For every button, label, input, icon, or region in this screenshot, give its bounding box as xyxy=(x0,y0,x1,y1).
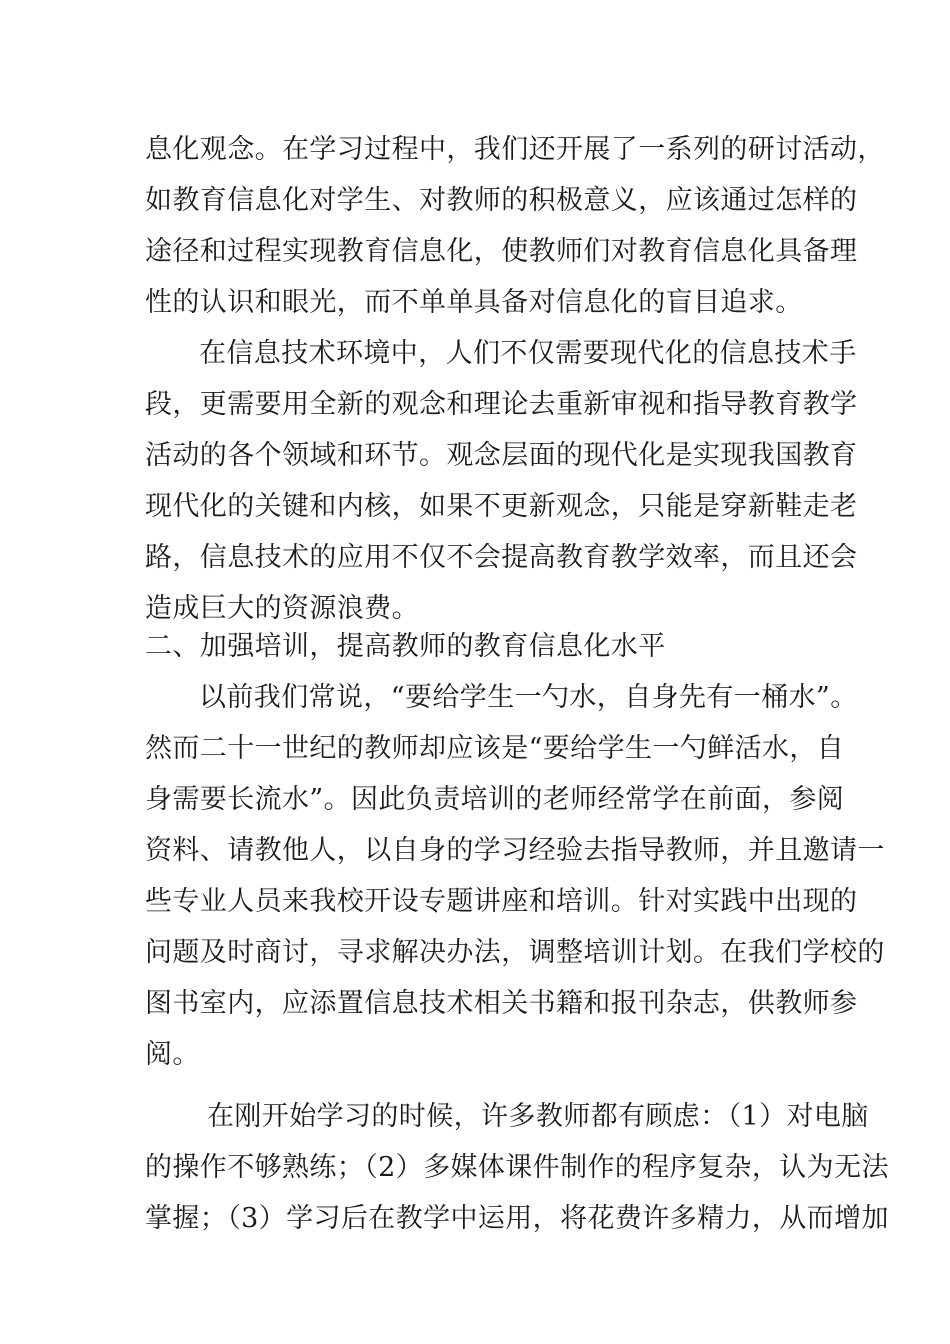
paragraph-line: 在信息技术环境中，人们不仅需要现代化的信息技术手 xyxy=(199,338,857,369)
paragraph-line: 的操作不够熟练；（2）多媒体课件制作的程序复杂，认为无法 xyxy=(145,1152,889,1183)
paragraph-line: 些专业人员来我校开设专题讲座和培训。针对实践中出现的 xyxy=(145,886,858,917)
paragraph-line: 造成巨大的资源浪费。 xyxy=(145,593,419,624)
paragraph-line: 阅。 xyxy=(145,1039,200,1070)
paragraph-line: 息化观念。在学习过程中，我们还开展了一系列的研讨活动， xyxy=(145,134,885,165)
paragraph-line: 性的认识和眼光，而不单单具备对信息化的盲目追求。 xyxy=(145,287,803,318)
paragraph-line: 问题及时商讨，寻求解决办法，调整培训计划。在我们学校的 xyxy=(145,937,885,968)
paragraph-line: 途径和过程实现教育信息化，使教师们对教育信息化具备理 xyxy=(145,236,858,267)
paragraph-line: 现代化的关键和内核，如果不更新观念，只能是穿新鞋走老 xyxy=(145,491,858,522)
paragraph-line: 路，信息技术的应用不仅不会提高教育教学效率，而且还会 xyxy=(145,542,858,573)
paragraph-line: 掌握；（3）学习后在教学中运用，将花费许多精力，从而增加 xyxy=(145,1203,889,1234)
paragraph-line: 身需要长流水”。因此负责培训的老师经常学在前面，参阅 xyxy=(145,784,845,815)
paragraph-line: 然而二十一世纪的教师却应该是“要给学生一勺鲜活水，自 xyxy=(145,733,845,764)
paragraph-line: 资料、请教他人，以自身的学习经验去指导教师，并且邀请一 xyxy=(145,835,885,866)
paragraph-line: 段，更需要用全新的观念和理论去重新审视和指导教育教学 xyxy=(145,389,858,420)
paragraph-line: 以前我们常说，“要给学生一勺水，自身先有一桶水”。 xyxy=(199,682,858,713)
paragraph-line: 图书室内，应添置信息技术相关书籍和报刊杂志，供教师参 xyxy=(145,988,858,1019)
paragraph-line: 活动的各个领域和环节。观念层面的现代化是实现我国教育 xyxy=(145,440,858,471)
paragraph-line: 在刚开始学习的时候，许多教师都有顾虑：（1）对电脑 xyxy=(207,1101,869,1132)
paragraph-line: 如教育信息化对学生、对教师的积极意义，应该通过怎样的 xyxy=(145,185,858,216)
section-heading: 二、加强培训，提高教师的教育信息化水平 xyxy=(145,631,666,662)
